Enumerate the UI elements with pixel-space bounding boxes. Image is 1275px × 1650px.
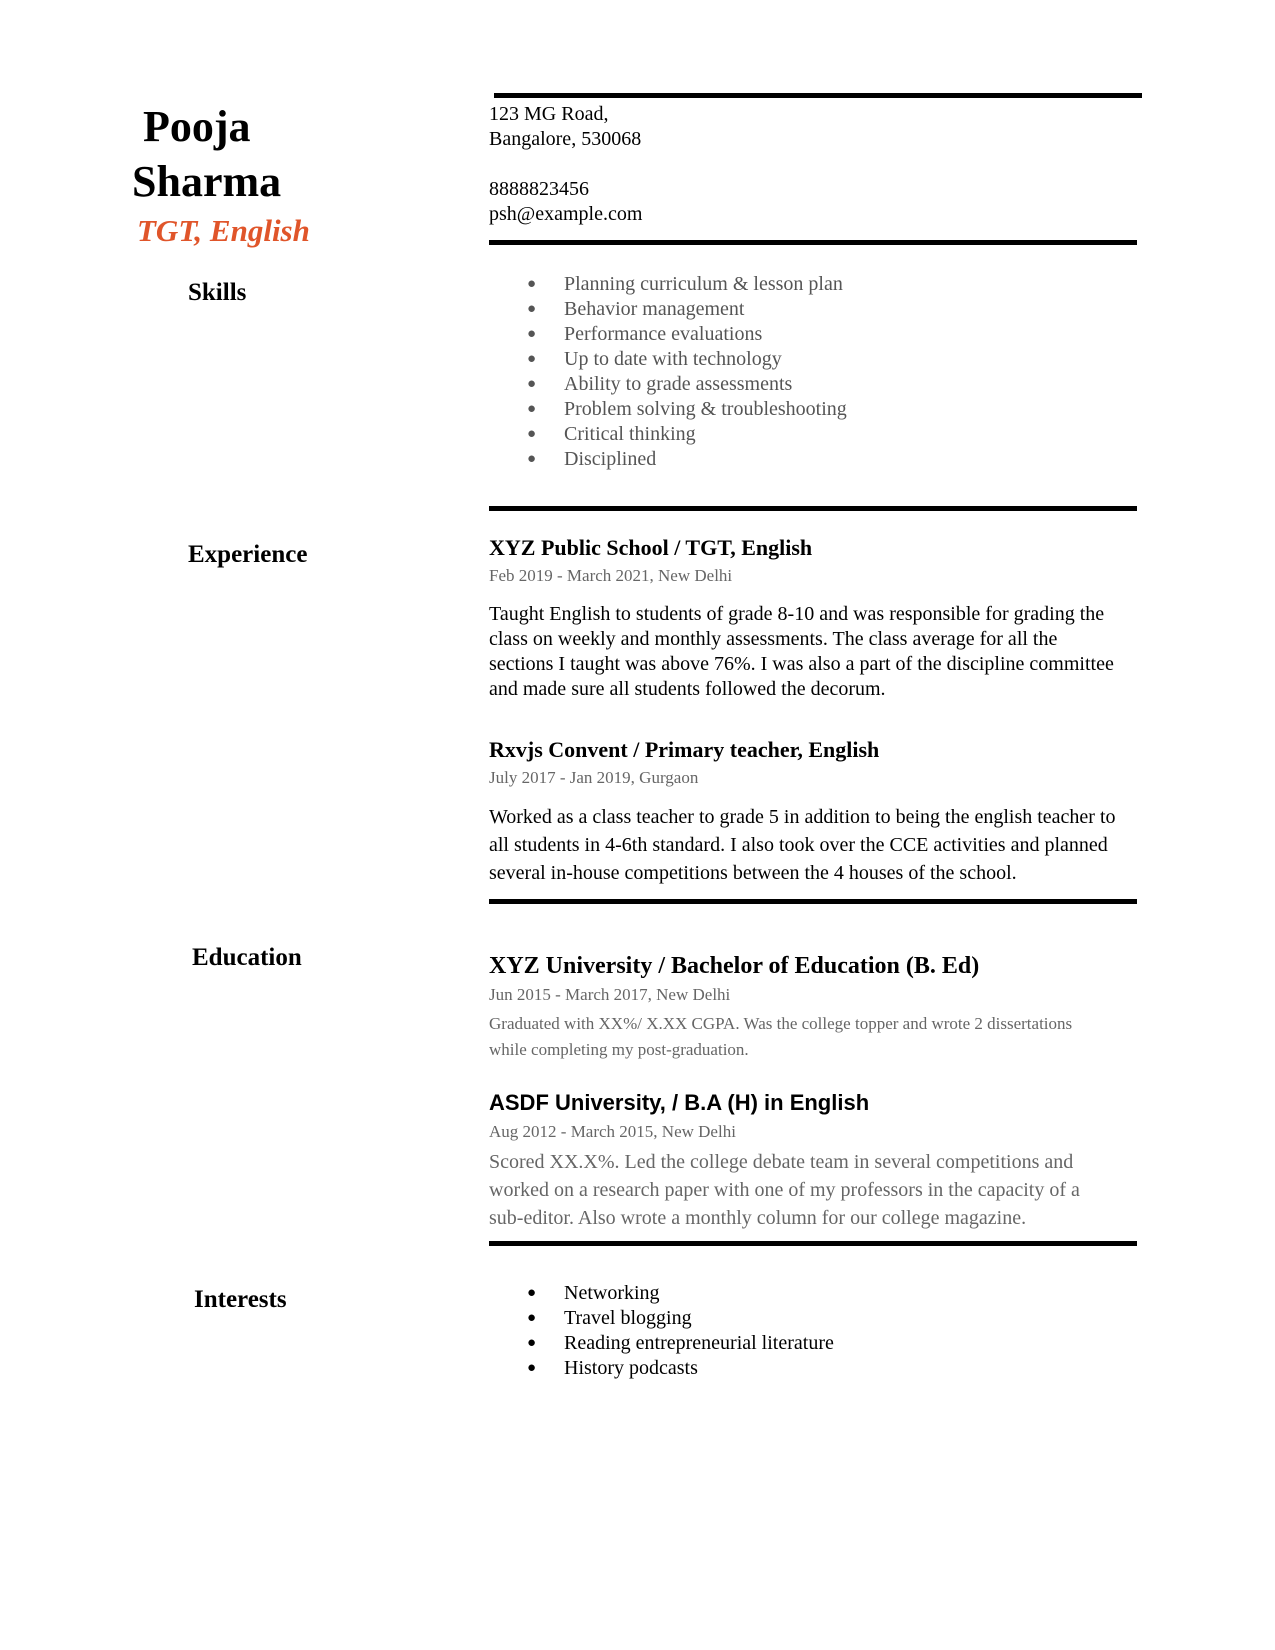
skill-item: ● Up to date with technology xyxy=(527,347,847,372)
skill-item: ● Ability to grade assessments xyxy=(527,372,847,397)
interest-item: ● History podcasts xyxy=(527,1356,834,1381)
interest-item: ● Networking xyxy=(527,1281,834,1306)
skill-item: ● Critical thinking xyxy=(527,422,847,447)
education-1-desc xyxy=(489,1011,1072,1063)
skills-rule xyxy=(489,506,1137,511)
desc-line: sections I taught was above 76%. I was also a part of the discipline committee xyxy=(489,653,1114,675)
education-2-title: ASDF University, / B.A (H) in English xyxy=(489,1090,870,1115)
experience-2-desc xyxy=(489,803,1116,887)
contact-rule xyxy=(489,240,1137,245)
address-line1: 123 MG Road, xyxy=(489,103,609,125)
experience-1-desc xyxy=(489,602,1114,702)
education-rule xyxy=(489,1241,1137,1246)
first-name: Pooja xyxy=(143,102,251,151)
desc-line: sub-editor. Also wrote a monthly column for our college magazine. xyxy=(489,1207,1027,1229)
desc-line: Graduated with XX%/ X.XX CGPA. Was the college topper and wrote 2 dissertations xyxy=(489,1014,1073,1033)
interests-list xyxy=(527,1281,834,1381)
top-rule xyxy=(494,93,1142,98)
skill-item: ● Behavior management xyxy=(527,297,847,322)
role-title: TGT, English xyxy=(137,213,310,248)
desc-line: Taught English to students of grade 8-10 and was responsible for grading the xyxy=(489,603,1105,625)
desc-line: Scored XX.X%. Led the college debate team in several competitions and xyxy=(489,1151,1074,1173)
interest-item: ● Travel blogging xyxy=(527,1306,834,1331)
last-name: Sharma xyxy=(132,157,282,206)
skill-item: ● Problem solving & troubleshooting xyxy=(527,397,847,422)
skill-item: ● Performance evaluations xyxy=(527,322,847,347)
contact-spacer xyxy=(489,152,642,177)
desc-line: Worked as a class teacher to grade 5 in addition to being the english teacher to xyxy=(489,806,1116,828)
education-2-desc xyxy=(489,1148,1080,1232)
interest-item: ● Reading entrepreneurial literature xyxy=(527,1331,834,1356)
skill-item: ● Planning curriculum & lesson plan xyxy=(527,272,847,297)
desc-line: class on weekly and monthly assessments. The class average for all the xyxy=(489,628,1058,650)
phone: 8888823456 xyxy=(489,178,589,200)
education-2-meta: Aug 2012 - March 2015, New Delhi xyxy=(489,1122,736,1141)
address-line2: Bangalore, 530068 xyxy=(489,128,642,150)
experience-heading: Experience xyxy=(188,541,308,568)
experience-2-title: Rxvjs Convent / Primary teacher, English xyxy=(489,737,880,762)
education-heading: Education xyxy=(192,944,302,971)
desc-line: and made sure all students followed the decorum. xyxy=(489,678,886,700)
email: psh@example.com xyxy=(489,203,643,225)
contact-block xyxy=(489,102,642,227)
skills-heading: Skills xyxy=(188,279,247,306)
education-1-meta: Jun 2015 - March 2017, New Delhi xyxy=(489,985,731,1004)
desc-line: worked on a research paper with one of my professors in the capacity of a xyxy=(489,1179,1080,1201)
desc-line: while completing my post-graduation. xyxy=(489,1040,749,1059)
experience-1-meta: Feb 2019 - March 2021, New Delhi xyxy=(489,566,733,585)
experience-1-title: XYZ Public School / TGT, English xyxy=(489,535,813,560)
desc-line: all students in 4-6th standard. I also took over the CCE activities and planned xyxy=(489,834,1108,856)
education-1-title: XYZ University / Bachelor of Education (B. Ed) xyxy=(489,953,980,979)
interests-heading: Interests xyxy=(194,1286,287,1313)
experience-rule xyxy=(489,899,1137,904)
desc-line: several in-house competitions between the 4 houses of the school. xyxy=(489,862,1017,884)
skills-list xyxy=(527,272,847,472)
skill-item: ● Disciplined xyxy=(527,447,847,472)
experience-2-meta: July 2017 - Jan 2019, Gurgaon xyxy=(489,768,699,787)
